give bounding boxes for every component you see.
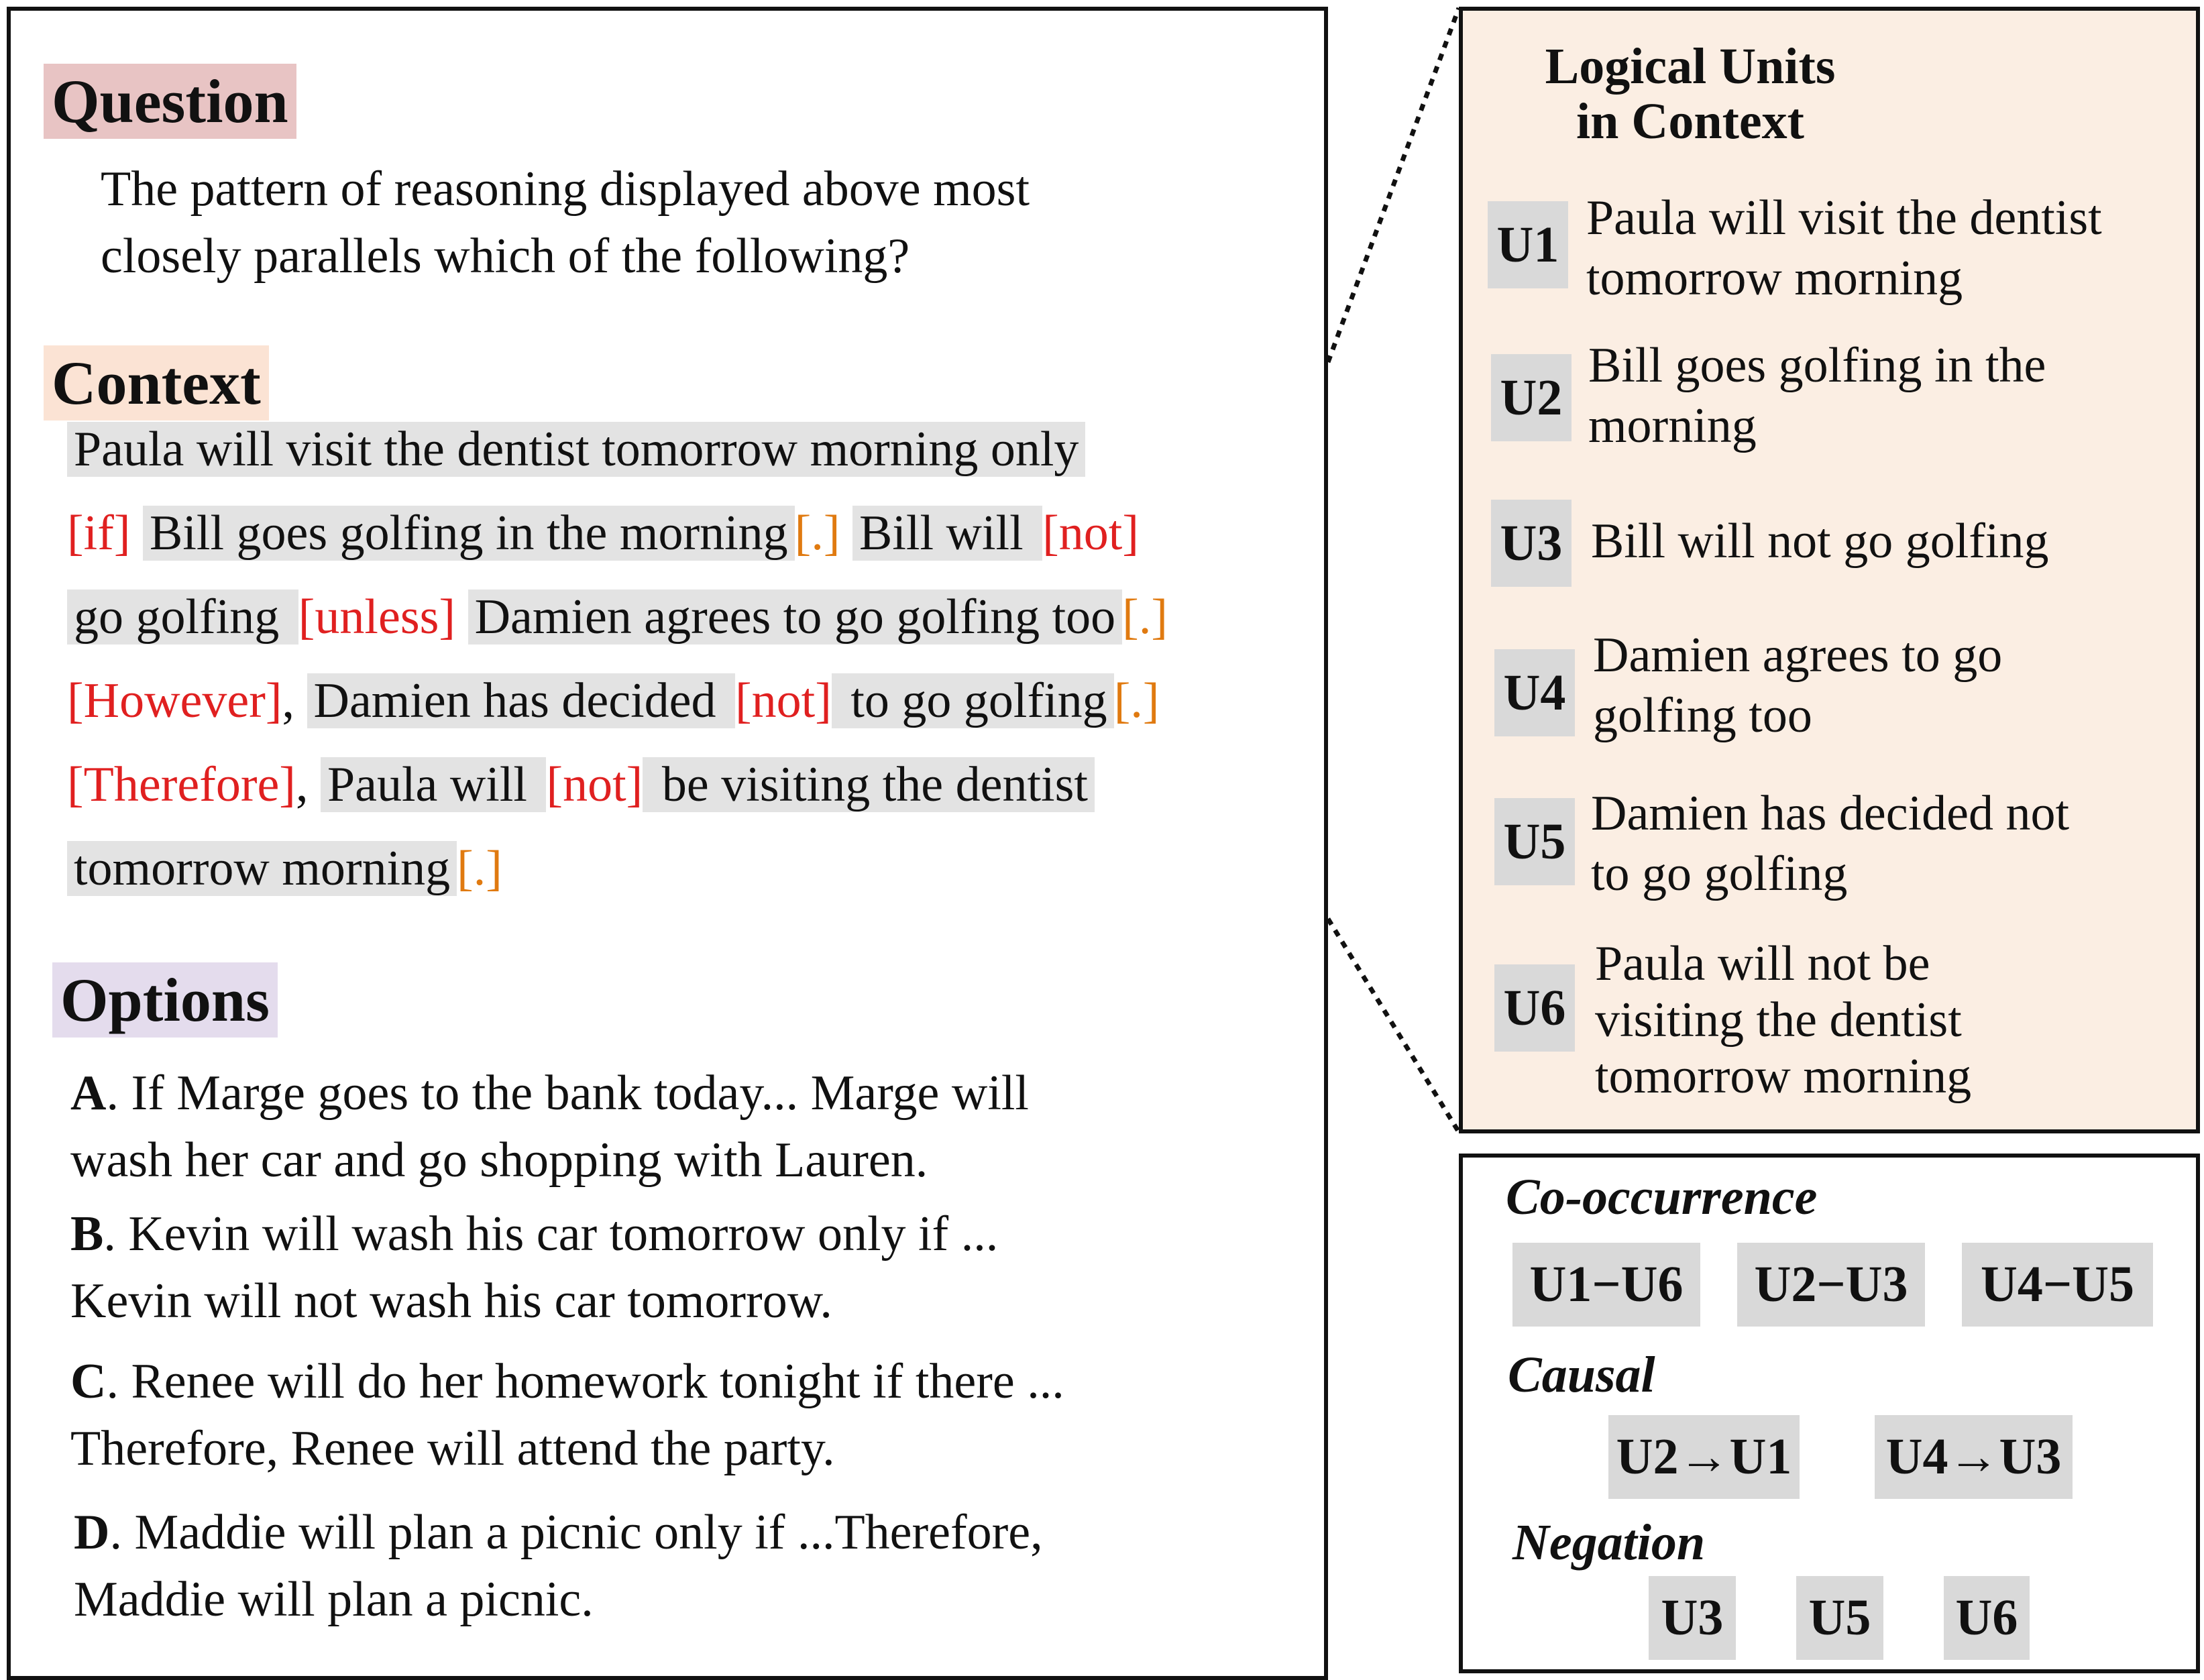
logic-keyword: [Therefore] [67,757,296,812]
option-b-letter: B [70,1207,104,1262]
chip-unit: U3 [1845,1256,1908,1312]
question-text [101,156,1030,290]
context-text [455,590,468,645]
unit-text-u1 [1586,188,2102,309]
option-d-line-1: . Maddie will plan a picnic only if ...Therefore, [109,1505,1043,1560]
unit-tag-u3: U3 [1491,500,1572,587]
option-c-line-1: . Renee will do her homework tonight if there ... [106,1354,1064,1409]
sentence-punctuation: [.] [1113,673,1160,728]
option-a-line-2: wash her car and go shopping with Lauren. [70,1133,928,1188]
options-title: Options [52,962,278,1038]
logical-unit-span: Paula will [321,757,547,812]
unit-u1-line-2: tomorrow morning [1586,251,1963,306]
option-c[interactable] [70,1348,1064,1482]
option-c-line-2: Therefore, Renee will attend the party. [70,1421,835,1476]
sentence-punctuation: [.] [457,841,502,896]
question-line-1: The pattern of reasoning displayed above most [101,162,1030,217]
unit-text-u3 [1591,511,2048,571]
cooccurrence-pair-u1-u6 [1512,1243,1700,1327]
logical-unit-span: be visiting the dentist [643,757,1095,812]
logical-unit-span: Bill will [852,506,1042,561]
context-text [840,506,852,561]
context-line-1 [67,419,1085,480]
option-b[interactable] [70,1200,998,1335]
context-text: , [295,757,321,812]
option-c-letter: C [70,1354,107,1409]
logical-units-title-line-1: Logical Units [1545,38,1836,95]
causal-title: Causal [1508,1347,1655,1403]
option-d-letter: D [74,1505,110,1560]
causal-arrow: → [1948,1429,1999,1485]
unit-u4-line-2: golfing too [1593,688,1812,743]
connector-bottom [1328,919,1459,1132]
unit-u6-line-1: Paula will not be [1595,936,1930,991]
context-line-5 [67,754,1095,815]
logical-unit-span: to go golfing [832,673,1114,728]
unit-tag-u1: U1 [1488,201,1568,288]
option-b-line-2: Kevin will not wash his car tomorrow. [70,1274,832,1329]
chip-unit: U6 [1620,1256,1684,1312]
logic-keyword: [not] [1042,506,1139,561]
logical-unit-span: Paula will visit the dentist tomorrow morning only [67,422,1085,477]
context-line-6 [67,838,502,899]
unit-u1-line-1: Paula will visit the dentist [1586,190,2102,245]
unit-u2-line-1: Bill goes golfing in the [1588,338,2046,393]
chip-unit: U3 [1999,1429,2062,1485]
negation-u6: U6 [1944,1576,2030,1660]
connector-top [1328,8,1459,362]
logic-keyword: [unless] [298,590,456,645]
question-title: Question [44,64,296,139]
cooccurrence-separator: − [2042,1256,2073,1312]
logic-keyword: [if] [67,506,131,561]
logic-keyword: [not] [546,757,643,812]
chip-unit: U5 [2072,1256,2135,1312]
logical-unit-span: go golfing [67,590,298,645]
unit-u4-line-1: Damien agrees to go [1593,628,2003,683]
unit-tag-u4: U4 [1494,649,1575,736]
option-a-letter: A [70,1066,107,1121]
chip-unit: U1 [1729,1429,1792,1485]
unit-text-u5 [1591,783,2069,904]
option-a[interactable] [70,1060,1029,1194]
unit-u6-line-3: tomorrow morning [1595,1049,1972,1104]
option-d[interactable] [74,1499,1043,1633]
chip-unit: U4 [1980,1256,2043,1312]
context-line-2 [67,503,1139,563]
sentence-punctuation: [.] [794,506,840,561]
logical-units-title [1502,39,1878,149]
logical-unit-span: tomorrow morning [67,841,457,896]
cooccurrence-title: Co-occurrence [1506,1169,1818,1225]
negation-u3: U3 [1649,1576,1736,1660]
cooccurrence-separator: − [1816,1256,1846,1312]
negation-title: Negation [1512,1514,1706,1571]
logical-unit-span: Bill goes golfing in the morning [143,506,795,561]
option-d-line-2: Maddie will plan a picnic. [74,1572,594,1627]
cooccurrence-pair-u4-u5 [1962,1243,2153,1327]
logical-unit-span: Damien has decided [307,673,736,728]
unit-u6-line-2: visiting the dentist [1595,993,1962,1048]
unit-text-u4 [1593,625,2002,746]
chip-unit: U4 [1885,1429,1948,1485]
unit-text-u6 [1595,936,1971,1105]
unit-u3-line-1: Bill will not go golfing [1591,514,2049,569]
cooccurrence-pair-u2-u3 [1737,1243,1925,1327]
causal-arrow: → [1678,1429,1730,1485]
cooccurrence-separator: − [1592,1256,1621,1312]
option-a-line-1: . If Marge goes to the bank today... Marge will [106,1066,1029,1121]
unit-tag-u6: U6 [1494,964,1575,1052]
option-b-line-1: . Kevin will wash his car tomorrow only if ... [103,1207,999,1262]
context-line-3 [67,587,1168,647]
chip-unit: U2 [1754,1256,1817,1312]
logical-units-title-line-2: in Context [1576,93,1804,150]
logic-keyword: [not] [735,673,832,728]
unit-u5-line-2: to go golfing [1591,846,1848,901]
causal-pair-u4-u3 [1875,1415,2073,1499]
unit-u5-line-1: Damien has decided not [1591,786,2070,841]
unit-u2-line-2: morning [1588,398,1757,453]
unit-tag-u5: U5 [1494,798,1575,885]
negation-u5: U5 [1796,1576,1883,1660]
logic-keyword: [However] [67,673,282,728]
context-title: Context [44,345,269,421]
chip-unit: U1 [1529,1256,1592,1312]
chip-unit: U2 [1616,1429,1679,1485]
context-line-4 [67,671,1159,731]
logical-unit-span: Damien agrees to go golfing too [468,590,1123,645]
context-text [131,506,144,561]
sentence-punctuation: [.] [1122,590,1168,645]
unit-text-u2 [1588,335,2046,456]
context-text: , [282,673,307,728]
causal-pair-u2-u1 [1608,1415,1800,1499]
question-line-2: closely parallels which of the following? [101,229,910,284]
unit-tag-u2: U2 [1491,354,1572,441]
